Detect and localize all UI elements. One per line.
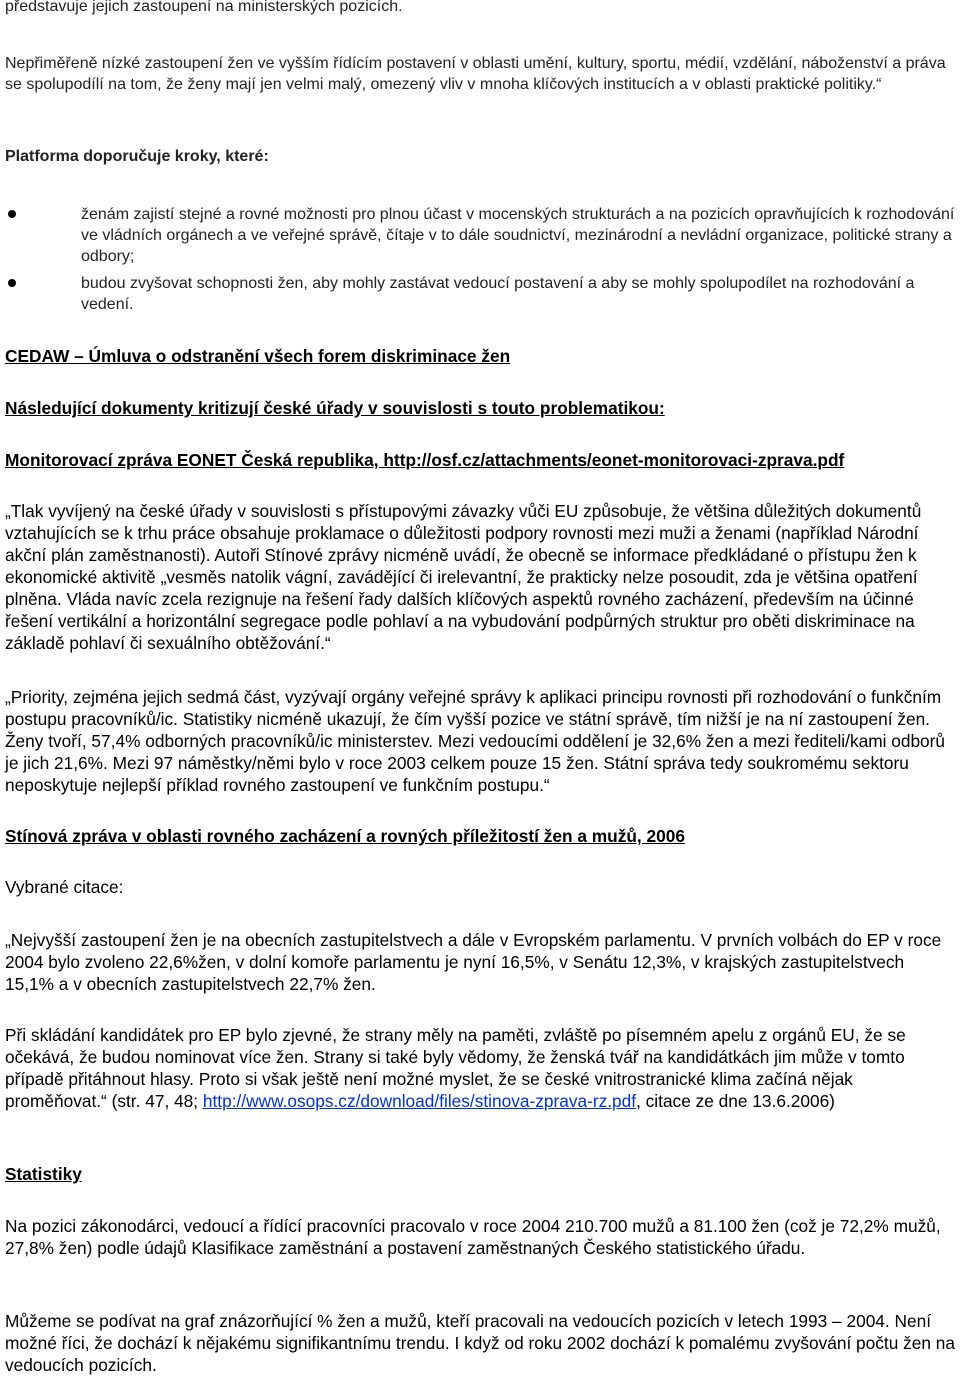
cedaw-heading: CEDAW – Úmluva o odstranění všech forem diskriminace žen xyxy=(5,346,511,366)
eonet-quote-2: „Priority, zejména jejich sedmá část, vyzývají orgány veřejné správy k aplikaci principu rovnosti při rozhodování o funkčním postupu pracovníků/ic. Statistiky nicméně ukazují, že čím vyšší pozice ve státní správě, tím nižší je na ní zastoupení žen. Ženy tvoří, 57,4% odborných pracovníků/ic ministerstev. Mezi vedoucími oddělení je 32,6% žen a mezi řediteli/kami odborů je jich 21,6%. Mezi 97 náměstky/němi bylo v roce 2003 celkem pouze 15 žen. Státní správa tedy soukromému sektoru neposkytuje nejlepší příklad rovného zastoupení ve funkčním postupu.“ xyxy=(5,687,946,795)
shadow-report-heading: Stínová zpráva v oblasti rovného zacházení a rovných příležitostí žen a mužů, 2006 xyxy=(5,826,685,846)
bullet-icon xyxy=(8,279,16,287)
eonet-quote-1: „Tlak vyvíjený na české úřady v souvislosti s přístupovými závazky vůči EU způsobuje, že většina důležitých dokumentů vztahujících se k trhu práce obsahuje proklamace o důležitosti podpory rovnosti mezi muži a ženami (například Národní akční plán zaměstnanosti). Autoři Stínové zprávy nicméně uvádí, že obecně se informace předkládané o přístupu žen k ekonomické aktivitě „vesměs natolik vágní, zavádějící či irelevantní, že prakticky nelze posoudit, zda je většina opatření plněna. Vláda navíc zcela rezignuje na řešení řady dalších klíčových aspektů rovného zacházení, především na účinné řešení vertikální a horizontální segregace podle pohlaví a na vybudování podpůrných struktur pro oběti diskriminace na základě pohlaví či sexuálního obtěžování.“ xyxy=(5,501,922,653)
shadow-report-link[interactable]: http://www.osops.cz/download/files/stinova-zprava-rz.pdf xyxy=(202,1091,637,1111)
statistics-paragraph-1: Na pozici zákonodárci, vedoucí a řídící pracovníci pracovalo v roce 2004 210.700 mužů a 81.100 žen (což je 72,2% mužů, 27,8% žen) podle údajů Klasifikace zaměstnání a postavení zaměstnaných Českého statistického úřadu. xyxy=(5,1216,941,1258)
documents-heading: Následující dokumenty kritizují české úřady v souvislosti s touto problematikou: xyxy=(5,398,665,418)
shadow-quote-2-citation: , citace ze dne 13.6.2006) xyxy=(636,1091,835,1111)
shadow-quote-2-text: Při skládání kandidátek pro EP bylo zjevné, že strany měly na paměti, zvláště po písemném apelu z orgánů EU, že se očekává, že budou nominovat více žen. Strany si také byly vědomy, že ženská tvář na kandidátkách jim může v tomto případě přitáhnout hlasy. Proto si však ještě není možné myslet, že se české vnitrostranické klima začíná nějak proměňovat.“ (str. 47, 48; xyxy=(5,1025,906,1111)
eonet-heading: Monitorovací zpráva EONET Česká republika, http://osf.cz/attachments/eonet-monitorovaci-zprava.pdf xyxy=(5,450,845,470)
platform-bullet-1-text: ženám zajistí stejné a rovné možnosti pro plnou účast v mocenských strukturách a na pozicích opravňujících k rozhodování ve vládních orgánech a ve veřejné správě, čítaje v to dále soudnictví, mezinárodní a nevládní organizace, politické strany a odbory; xyxy=(81,206,955,265)
platform-heading: Platforma doporučuje kroky, které: xyxy=(5,148,269,165)
intro-tail: představuje jejich zastoupení na ministerských pozicích. xyxy=(5,0,403,15)
bullet-icon xyxy=(8,210,16,218)
selected-quotes-label: Vybrané citace: xyxy=(5,877,124,897)
shadow-quote-1: „Nejvyšší zastoupení žen je na obecních zastupitelstvech a dále v Evropském parlamentu. V prvních volbách do EP v roce 2004 bylo zvoleno 22,6%žen, v dolní komoře parlamentu je nyní 16,5%, v Senátu 12,3%, v krajských zastupitelstvech 15,1% a v obecních zastupitelstvech 22,7% žen. xyxy=(5,930,942,994)
statistics-paragraph-2: Můžeme se podívat na graf znázorňující % žen a mužů, kteří pracovali na vedoucích pozicích v letech 1993 – 2004. Není možné říci, že dochází k nějakému signifikantnímu trendu. I když od roku 2002 dochází k pomalému zvyšování počtu žen na vedoucích pozicích. xyxy=(5,1311,956,1375)
underrepresentation-paragraph: Nepřiměřeně nízké zastoupení žen ve vyšším řídícím postavení v oblasti umění, kultury, sportu, médií, vzdělání, náboženství a práva se spolupodílí na tom, že ženy mají jen velmi malý, omezený vliv v mnoha klíčových institucích a v oblasti praktické politiky.“ xyxy=(5,55,946,93)
shadow-quote-2 xyxy=(5,1024,955,1112)
statistics-heading: Statistiky xyxy=(5,1164,82,1184)
platform-bullet-2-text: budou zvyšovat schopnosti žen, aby mohly zastávat vedoucí postavení a aby se mohly spolupodílet na rozhodování a vedení. xyxy=(81,275,915,313)
